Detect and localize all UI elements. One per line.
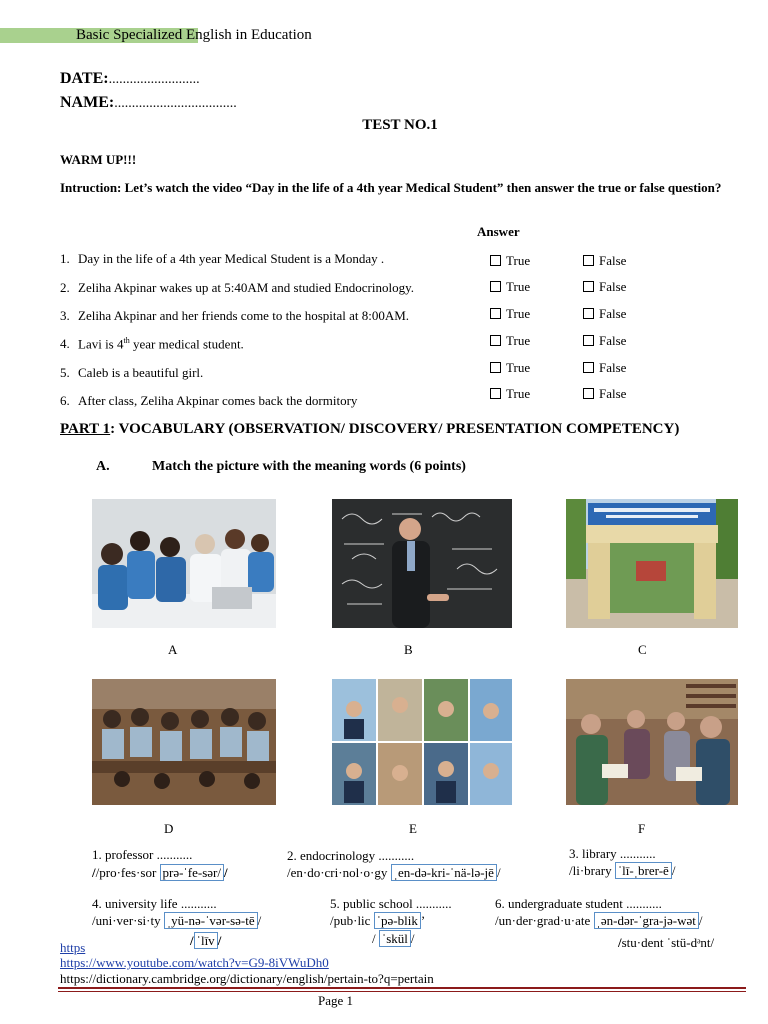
picture-label-e: E (409, 821, 417, 836)
vocab-5-extra: / ˈskül / (372, 931, 415, 946)
q6-false-checkbox[interactable]: False (583, 386, 626, 402)
warmup-title: WARM UP!!! (60, 152, 137, 167)
question-5: 5. Caleb is a beautiful girl. (60, 365, 204, 380)
picture-label-a: A (168, 642, 178, 657)
q5-true-checkbox[interactable]: True (490, 360, 530, 376)
checkbox-icon (490, 255, 501, 266)
checkbox-icon (583, 335, 594, 346)
page-number: Page 1 (318, 993, 354, 1008)
picture-label-d: D (164, 821, 174, 836)
checkbox-icon (490, 335, 501, 346)
question-1: 1. Day in the life of a 4th year Medical Student is a Monday . (60, 251, 385, 266)
vocab-5-word: 5. public school ........... (330, 896, 452, 911)
cambridge-link[interactable]: https://dictionary.cambridge.org/dictionary/english/pertain-to?q=pertain (60, 971, 434, 986)
vocab-6-extra: /stu·dent ˈstü-dᵊnt/ (618, 935, 715, 950)
checkbox-icon (583, 362, 594, 373)
vocab-4-extra: / ˈlīv / (190, 933, 222, 948)
checkbox-icon (583, 388, 594, 399)
question-6: 6. After class, Zeliha Akpinar comes back the dormitory (60, 393, 358, 408)
school-gate-photo (566, 499, 738, 628)
picture-label-b: B (404, 642, 413, 657)
youtube-link[interactable]: https://www.youtube.com/watch?v=G9-8iVWuDh0 (60, 955, 329, 970)
picture-label-f: F (638, 821, 646, 836)
part1-heading: PART 1: VOCABULARY (OBSERVATION/ DISCOVERY/ PRESENTATION COMPETENCY) (60, 421, 680, 437)
test-title: TEST NO.1 (362, 117, 438, 133)
vocab-2-word: 2. endocrinology ........... (287, 848, 415, 863)
medical-students-photo (92, 499, 276, 628)
name-label: NAME: (60, 94, 115, 111)
vocab-6-pronunciation: /un·der·grad·u·ate ˌən-dər-ˈgra-jə-wət / (495, 913, 703, 928)
q6-true-checkbox[interactable]: True (490, 386, 530, 402)
footer-divider-thin (58, 991, 746, 992)
name-dots: ................................... (114, 96, 237, 111)
q4-true-checkbox[interactable]: True (490, 333, 530, 349)
students-reading-library-photo (566, 679, 738, 805)
question-3: 3. Zeliha Akpinar and her friends come to the hospital at 8:00AM. (60, 308, 410, 323)
checkbox-icon (490, 362, 501, 373)
q5-false-checkbox[interactable]: False (583, 360, 626, 376)
q2-false-checkbox[interactable]: False (583, 279, 626, 295)
checkbox-icon (583, 255, 594, 266)
vocab-5-pronunciation: /pub·lic ˈpə-blik ’ (330, 913, 426, 928)
q1-false-checkbox[interactable]: False (583, 253, 626, 269)
warmup-instruction: Intruction: Let’s watch the video “Day in the life of a 4th year Medical Student” then answer the true or false question? (60, 180, 722, 195)
q4-false-checkbox[interactable]: False (583, 333, 626, 349)
vocab-1-pronunciation: //pro·fes·sor prə-ˈfe-sər/ / (92, 865, 228, 880)
checkbox-icon (583, 281, 594, 292)
vocab-4-word: 4. university life ........... (92, 896, 217, 911)
truncated-link[interactable]: https (60, 940, 86, 955)
checkbox-icon (490, 281, 501, 292)
date-label: DATE: (60, 70, 109, 87)
professor-at-chalkboard-photo (332, 499, 512, 628)
q3-true-checkbox[interactable]: True (490, 306, 530, 322)
header-title: Basic Specialized English in Education (76, 27, 312, 43)
checkbox-icon (490, 388, 501, 399)
footer-divider (58, 987, 746, 989)
lecture-hall-students-photo (92, 679, 276, 805)
q2-true-checkbox[interactable]: True (490, 279, 530, 295)
checkbox-icon (490, 308, 501, 319)
picture-label-c: C (638, 642, 647, 657)
student-collage-photo (332, 679, 512, 805)
vocab-1-word: 1. professor ........... (92, 847, 193, 862)
vocab-4-pronunciation: /uni·ver·si·ty ˌyü-nə-ˈvər-sə-tē / (92, 913, 262, 928)
date-field (60, 70, 200, 88)
section-a-heading: A. Match the picture with the meaning words (6 points) (96, 459, 466, 474)
vocab-3-pronunciation: /li·brary ˈlī-ˌbrer-ē / (569, 863, 676, 878)
q1-true-checkbox[interactable]: True (490, 253, 530, 269)
question-2: 2. Zeliha Akpinar wakes up at 5:40AM and studied Endocrinology. (60, 280, 415, 295)
checkbox-icon (583, 308, 594, 319)
name-field (60, 94, 237, 112)
vocab-3-word: 3. library ........... (569, 846, 656, 861)
answer-header: Answer (477, 224, 520, 239)
question-4: 4. Lavi is 4th year medical student. (60, 336, 244, 352)
vocab-2-pronunciation: /en·do·cri·nol·o·gy ˌen-də-kri-ˈnä-lə-jē / (287, 865, 501, 880)
q3-false-checkbox[interactable]: False (583, 306, 626, 322)
vocab-6-word: 6. undergraduate student ........... (495, 896, 662, 911)
date-dots: .......................... (108, 72, 200, 87)
